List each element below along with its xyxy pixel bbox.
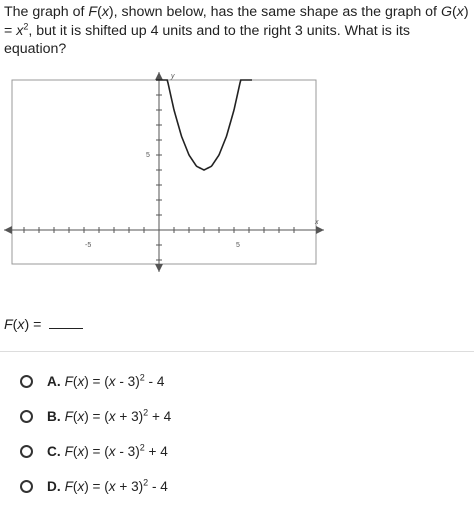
- x-axis-left-arrow-icon: [4, 226, 12, 234]
- choice-b-text: $F(x) = (x + 3)^2 + 4$: [64, 407, 172, 424]
- choice-a[interactable]: A. F(x) = (x - 3)$^2$ - 4: [20, 372, 460, 390]
- x-tick-label-neg5: -5: [85, 242, 92, 249]
- radio-button-icon[interactable]: [20, 375, 33, 388]
- answer-blank: [49, 316, 83, 329]
- answer-choices: [20, 372, 460, 513]
- y-axis-down-arrow-icon: [155, 264, 163, 272]
- radio-button-icon[interactable]: [20, 410, 33, 423]
- function-graph: [4, 72, 324, 272]
- radio-button-icon[interactable]: [20, 480, 33, 493]
- divider: [0, 351, 474, 352]
- choice-a-text: F(x) = (x - 3)$^2$ - 4: [64, 371, 165, 389]
- x-axis-right-arrow-icon: [316, 226, 324, 234]
- choice-c[interactable]: C. F(x) = (x - 3)$^2$ + 4: [20, 443, 460, 461]
- x-axis-label: x: [315, 219, 319, 226]
- graph-frame: [12, 80, 316, 264]
- radio-button-icon[interactable]: [20, 445, 33, 458]
- choice-c-text: F(x) = (x - 3)$^2$ + 4: [64, 442, 168, 460]
- y-axis-label: y: [171, 73, 175, 80]
- question-text: The graph of F(x), shown below, has the same shape as the graph of $G(x) = x^2$, but it is shifted up 4 units and to the right 3 units. What is its equation?: [4, 4, 469, 57]
- y-axis-up-arrow-icon: [155, 72, 163, 80]
- answer-prompt: F(x) =: [4, 316, 83, 333]
- choice-d-text: $F(x) = (x + 3)^2 - 4$: [64, 477, 168, 495]
- choice-b[interactable]: B. $F(x) = (x + 3)^2 + 4$: [20, 407, 460, 425]
- x-tick-label-5: 5: [236, 242, 240, 249]
- parabola-curve: [156, 80, 252, 170]
- choice-d[interactable]: D. $F(x) = (x + 3)^2 - 4$: [20, 478, 460, 496]
- y-tick-label-5: 5: [146, 152, 150, 159]
